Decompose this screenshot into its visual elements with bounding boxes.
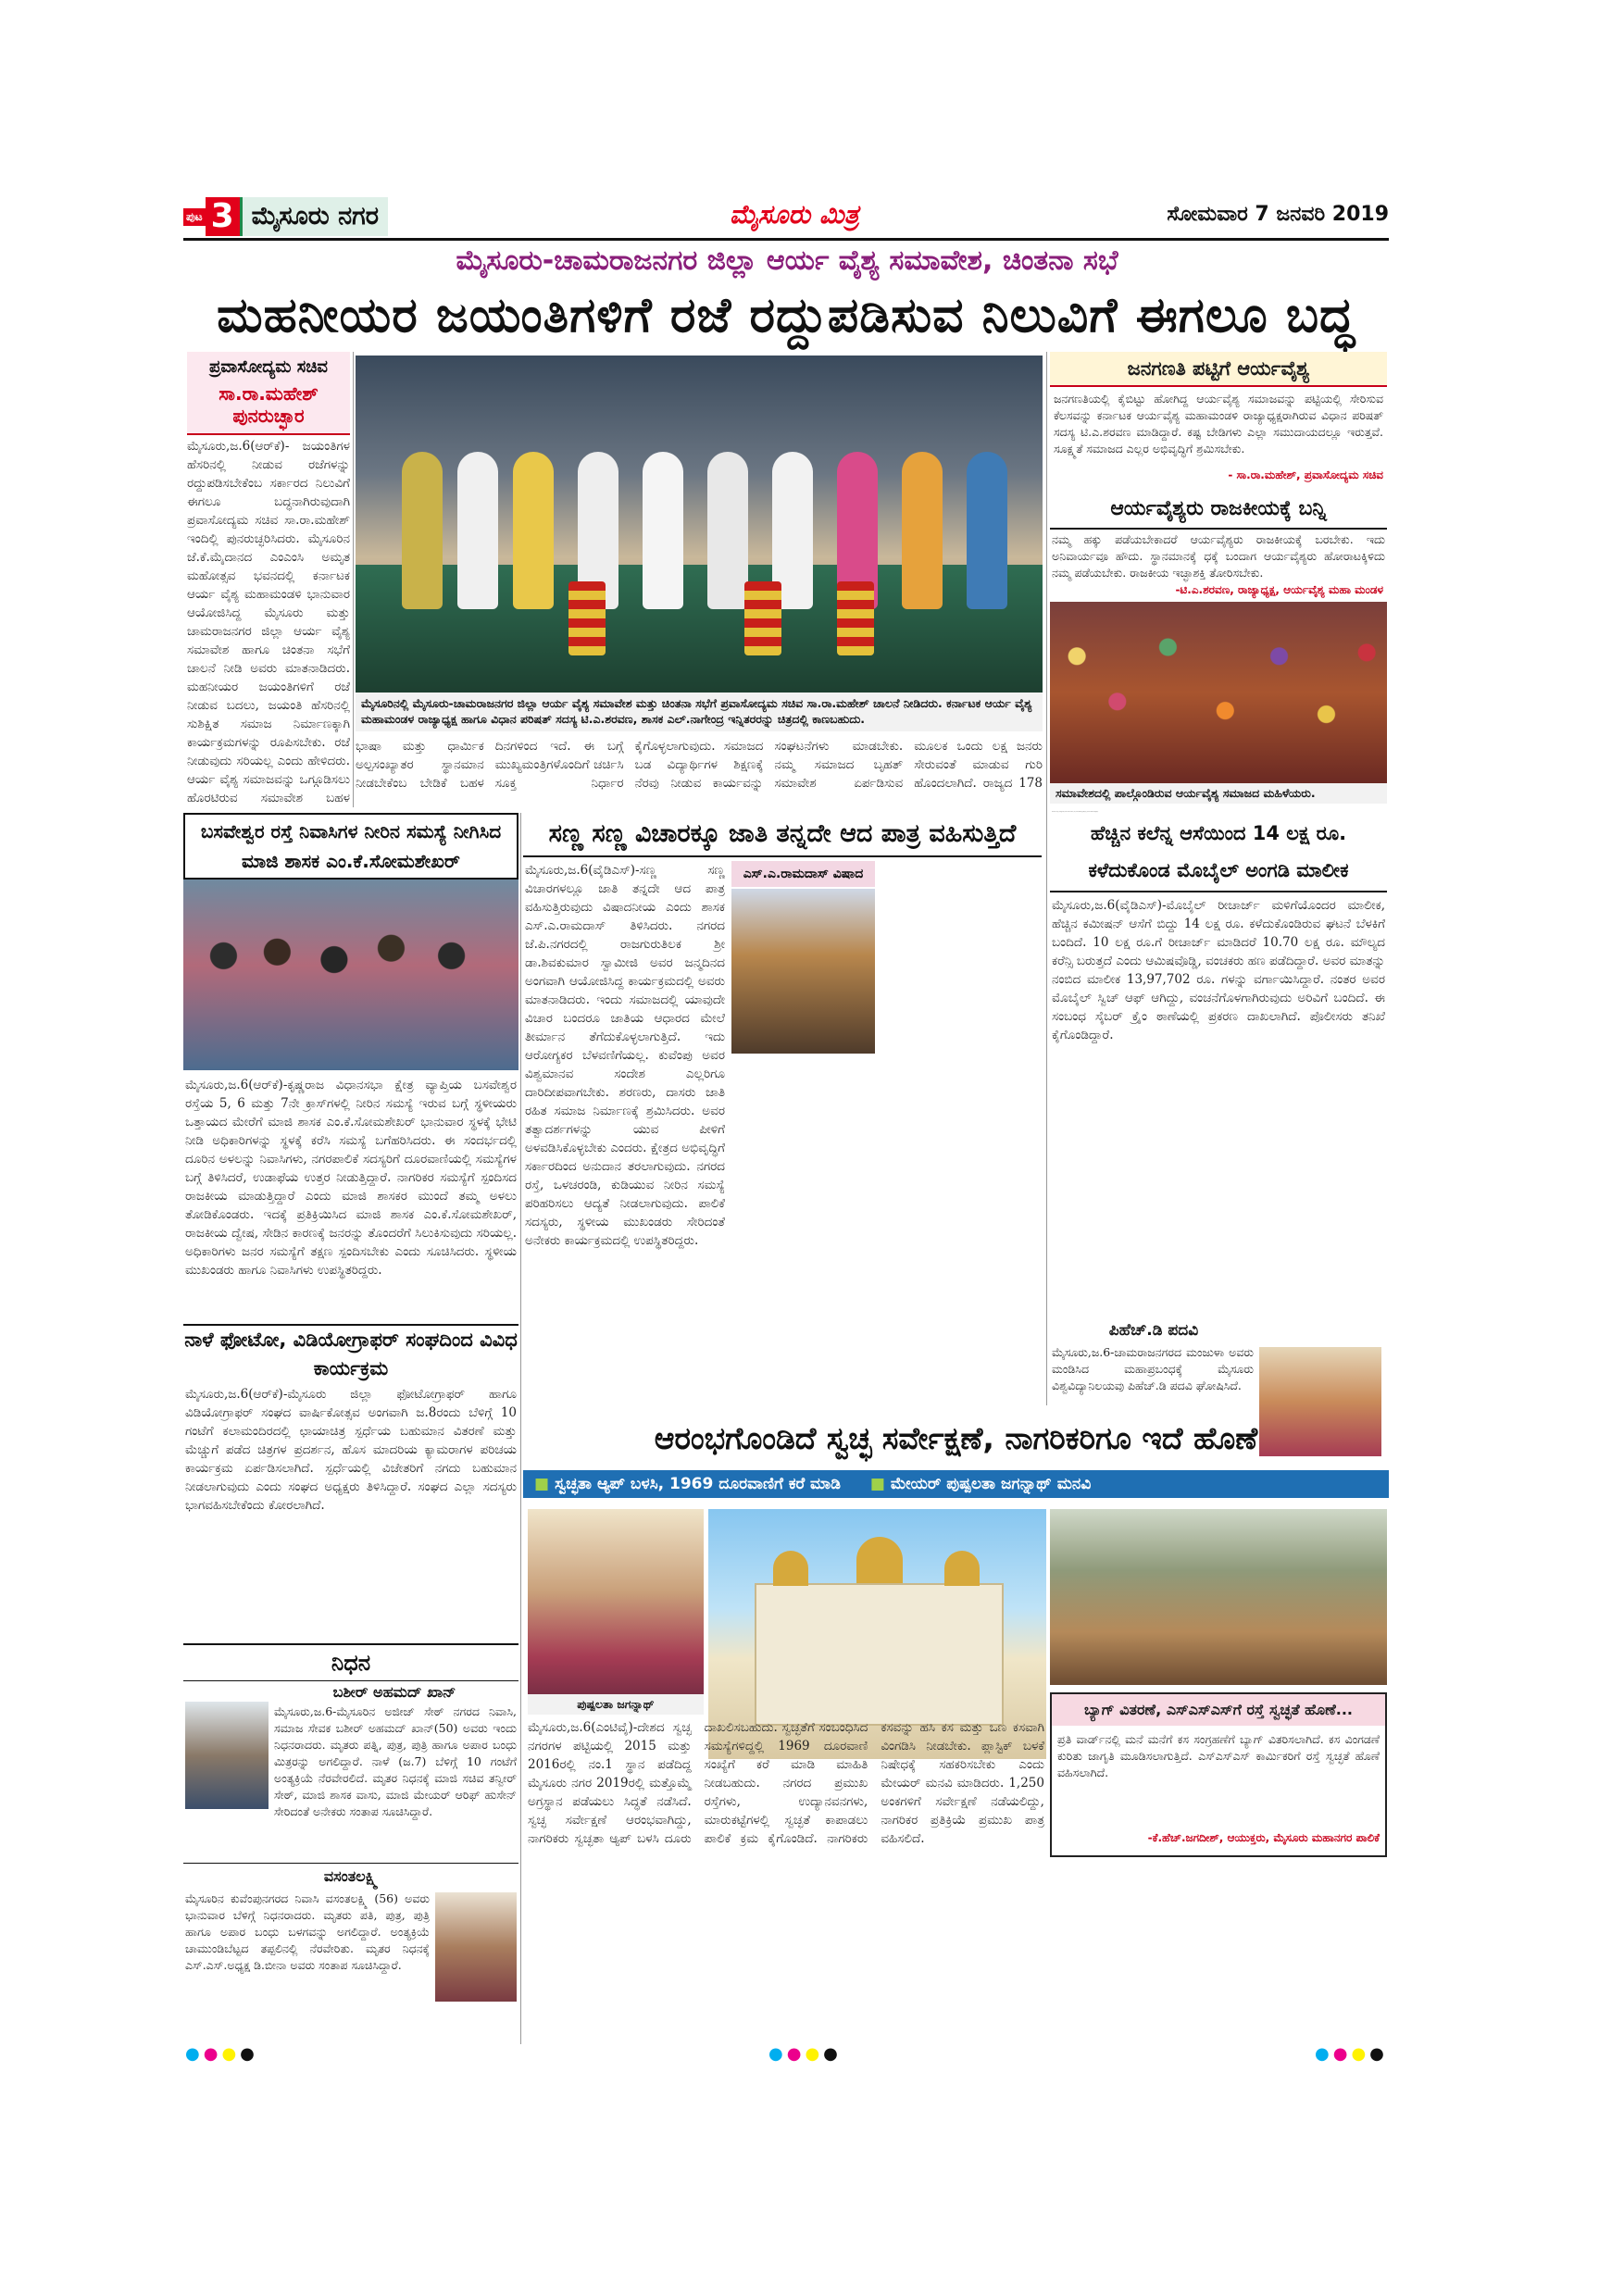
main-photo-caption: ಮೈಸೂರಿನಲ್ಲಿ ಮೈಸೂರು-ಚಾಮರಾಜನಗರ ಜಿಲ್ಲಾ ಆರ್ಯ ವೈಶ್ಯ ಸಮಾವೇಶ ಮತ್ತು ಚಿಂತನಾ ಸಭೆಗೆ ಪ್ರವಾಸೋದ್ಯಮ ಸಚಿವ ಸಾ.ರಾ.ಮಹೇಶ್ ಚಾಲನೆ ನೀಡಿದರು. ಕರ್ನಾಟಕ ಆರ್ಯ ವೈಶ್ಯ ಮಹಾಮಂಡಳ ರಾಜ್ಯಾಧ್ಯಕ್ಷ ಹಾಗೂ ವಿಧಾನ ಪರಿಷತ್ ಸದಸ್ಯ ಟಿ.ಎ.ಶರವಣ, ಶಾಸಕ ಎಲ್.ನಾಗೇಂದ್ರ ಇನ್ನಿತರರನ್ನು ಚಿತ್ರದಲ್ಲಿ ಕಾಣಬಹುದು. [356, 693, 1043, 731]
residents-photo [183, 880, 518, 1070]
phd-body: ಮೈಸೂರು,ಜ.6-ಚಾಮರಾಜನಗರದ ಮಂಜುಳಾ ಅವರು ಮಂಡಿಸಿದ ಮಹಾಪ್ರಬಂಧಕ್ಕೆ ಮೈಸೂರು ವಿಶ್ವವಿದ್ಯಾನಿಲಯವು ಪಿಹೆಚ್.ಡಿ ಪದವಿ ಘೋಷಿಸಿದೆ. [1052, 1345, 1254, 1392]
cyan-dot-icon: ● [768, 2044, 787, 2064]
bullet-icon: ■ [534, 1475, 550, 1493]
person-shape [457, 452, 498, 609]
caste-body: ಮೈಸೂರು,ಜ.6(ವೈಡಿಎಸ್)-ಸಣ್ಣ ಸಣ್ಣ ವಿಚಾರಗಳಲ್ಲೂ ಜಾತಿ ತನ್ನದೇ ಆದ ಪಾತ್ರ ವಹಿಸುತ್ತಿರುವುದು ವಿಷಾದನೀಯ ಎಂದು ಶಾಸಕ ಎಸ್.ಎ.ರಾಮದಾಸ್ ತಿಳಿಸಿದರು. ನಗರದ ಜೆ.ಪಿ.ನಗರದಲ್ಲಿ ರಾಜಗುರುತಿಲಕ ಶ್ರೀ ಡಾ.ಶಿವಕುಮಾರ ಸ್ವಾಮೀಜಿ ಅವರ ಜನ್ಮದಿನದ ಅಂಗವಾಗಿ ಆಯೋಜಿಸಿದ್ದ ಕಾರ್ಯಕ್ರಮದಲ್ಲಿ ಅವರು ಮಾತನಾಡಿದರು. ಇಂದು ಸಮಾಜದಲ್ಲಿ ಯಾವುದೇ ವಿಚಾರ ಬಂದರೂ ಜಾತಿಯ ಆಧಾರದ ಮೇಲೆ ತೀರ್ಮಾನ ತೆಗೆದುಕೊಳ್ಳಲಾಗುತ್ತಿದೆ. ಇದು ಆರೋಗ್ಯಕರ ಬೆಳವಣಿಗೆಯಲ್ಲ. ಕುವೆಂಪು ಅವರ ವಿಶ್ವಮಾನವ ಸಂದೇಶ ಎಲ್ಲರಿಗೂ ದಾರಿದೀಪವಾಗಬೇಕು. ಶರಣರು, ದಾಸರು ಜಾತಿ ರಹಿತ ಸಮಾಜ ನಿರ್ಮಾಣಕ್ಕೆ ಶ್ರಮಿಸಿದರು. ಅವರ ತತ್ವಾದರ್ಶಗಳನ್ನು ಯುವ ಪೀಳಿಗೆ ಅಳವಡಿಸಿಕೊಳ್ಳಬೇಕು ಎಂದರು. ಕ್ಷೇತ್ರದ ಅಭಿವೃದ್ಧಿಗೆ ಸರ್ಕಾರದಿಂದ ಅನುದಾನ ತರಲಾಗುವುದು. ನಗರದ ರಸ್ತೆ, ಒಳಚರಂಡಿ, ಕುಡಿಯುವ ನೀರಿನ ಸಮಸ್ಯೆ ಪರಿಹರಿಸಲು ಆದ್ಯತೆ ನೀಡಲಾಗುವುದು. ಪಾಲಿಕೆ ಸದಸ್ಯರು, ಸ್ಥಳೀಯ ಮುಖಂಡರು ಸೇರಿದಂತೆ ಅನೇಕರು ಕಾರ್ಯಕ್ರಮದಲ್ಲಿ ಉಪಸ್ಥಿತರಿದ್ದರು. [525, 863, 725, 1248]
bullet-icon: ■ [869, 1475, 885, 1493]
caste-body-col3 [881, 861, 1042, 1405]
lamp-icon [744, 581, 781, 655]
person-shape [643, 452, 683, 609]
mayor-photo-caption: ಪುಷ್ಪಲತಾ ಜಗನ್ನಾಥ್ [528, 1694, 704, 1715]
column-divider [520, 813, 521, 2044]
mobile-body: ಮೈಸೂರು,ಜ.6(ವೈಡಿಎಸ್)-ಮೊಬೈಲ್ ರೀಚಾರ್ಜ್ ಮಳಿಗೆಯೊಂದರ ಮಾಲೀಕ, ಹೆಚ್ಚಿನ ಕಮೀಷನ್ ಆಸೆಗೆ ಬಿದ್ದು 14 ಲಕ್ಷ ರೂ. ಕಳೆದುಕೊಂಡಿರುವ ಘಟನೆ ಬೆಳಕಿಗೆ ಬಂದಿದೆ. 10 ಲಕ್ಷ ರೂ.ಗೆ ರೀಚಾರ್ಜ್ ಮಾಡಿದರೆ 10.70 ಲಕ್ಷ ರೂ. ಮೌಲ್ಯದ ಕರೆನ್ಸಿ ಬರುತ್ತದೆ ಎಂದು ಆಮಿಷವೊಡ್ಡಿ, ವಂಚಕರು ಹಣ ಪಡೆದಿದ್ದಾರೆ. ಅವರ ಮಾತನ್ನು ನಂಬಿದ ಮಾಲೀಕ 13,97,702 ರೂ. ಗಳನ್ನು ವರ್ಗಾಯಿಸಿದ್ದಾರೆ. ನಂತರ ಅವರ ಮೊಬೈಲ್ ಸ್ವಿಚ್ ಆಫ್ ಆಗಿದ್ದು, ವಂಚನೆಗೊಳಗಾಗಿರುವುದು ಅರಿವಿಗೆ ಬಂದಿದೆ. ಈ ಸಂಬಂಧ ಸೈಬರ್ ಕ್ರೈಂ ಠಾಣೆಯಲ್ಲಿ ಪ್ರಕರಣ ದಾಖಲಾಗಿದೆ. ಪೊಲೀಸರು ತನಿಖೆ ಕೈಗೊಂಡಿದ್ದಾರೆ. [1052, 898, 1385, 1042]
magenta-dot-icon: ● [1332, 2044, 1352, 2064]
caste-body-col2 [731, 1059, 875, 1405]
print-registration-marks [1315, 2044, 1388, 2064]
column-divider [353, 352, 354, 807]
person-shape [707, 452, 748, 609]
politics-heading: ಆರ್ಯವೈಶ್ಯರು ರಾಜಕೀಯಕ್ಕೆ ಬನ್ನಿ [1050, 491, 1387, 530]
swachh-body: ಮೈಸೂರು,ಜ.6(ಎಂಟಿವೈ)-ದೇಶದ ಸ್ವಚ್ಛ ನಗರಗಳ ಪಟ್ಟಿಯಲ್ಲಿ 2015 ಮತ್ತು 2016ರಲ್ಲಿ ನಂ.1 ಸ್ಥಾನ ಪಡೆದಿದ್ದ ಮೈಸೂರು ನಗರ 2019ರಲ್ಲಿ ಮತ್ತೊಮ್ಮೆ ಅಗ್ರಸ್ಥಾನ ಪಡೆಯಲು ಸಿದ್ಧತೆ ನಡೆಸಿದೆ. ಸ್ವಚ್ಛ ಸರ್ವೇಕ್ಷಣೆ ಆರಂಭವಾಗಿದ್ದು, ನಾಗರಿಕರು ಸ್ವಚ್ಛತಾ ಆ್ಯಪ್ ಬಳಸಿ ದೂರು ದಾಖಲಿಸಬಹುದು. ಸ್ವಚ್ಛತೆಗೆ ಸಂಬಂಧಿಸಿದ ಸಮಸ್ಯೆಗಳಿದ್ದಲ್ಲಿ 1969 ದೂರವಾಣಿ ಸಂಖ್ಯೆಗೆ ಕರೆ ಮಾಡಿ ಮಾಹಿತಿ ನೀಡಬಹುದು. ನಗರದ ಪ್ರಮುಖ ರಸ್ತೆಗಳು, ಉದ್ಯಾನವನಗಳು, ಮಾರುಕಟ್ಟೆಗಳಲ್ಲಿ ಸ್ವಚ್ಛತೆ ಕಾಪಾಡಲು ಪಾಲಿಕೆ ಕ್ರಮ ಕೈಗೊಂಡಿದೆ. ನಾಗರಿಕರು ಕಸವನ್ನು ಹಸಿ ಕಸ ಮತ್ತು ಒಣ ಕಸವಾಗಿ ವಿಂಗಡಿಸಿ ನೀಡಬೇಕು. ಪ್ಲಾಸ್ಟಿಕ್ ಬಳಕೆ ನಿಷೇಧಕ್ಕೆ ಸಹಕರಿಸಬೇಕು ಎಂದು ಮೇಯರ್ ಮನವಿ ಮಾಡಿದರು. 1,250 ಅಂಕಗಳಿಗೆ ಸರ್ವೇಕ್ಷಣೆ ನಡೆಯಲಿದ್ದು, ನಾಗರಿಕರ ಪ್ರತಿಕ್ರಿಯೆ ಪ್ರಮುಖ ಪಾತ್ರ ವಹಿಸಲಿದೆ. [528, 1720, 1044, 1846]
census-body: ಜನಗಣತಿಯಲ್ಲಿ ಕೈಬಿಟ್ಟು ಹೋಗಿದ್ದ ಆರ್ಯವೈಶ್ಯ ಸಮಾಜವನ್ನು ಪಟ್ಟಿಯಲ್ಲಿ ಸೇರಿಸುವ ಕೆಲಸವನ್ನು ಕರ್ನಾಟಕ ಆರ್ಯವೈಶ್ಯ ಮಹಾಮಂಡಳಿ ರಾಜ್ಯಾಧ್ಯಕ್ಷರಾಗಿರುವ ವಿಧಾನ ಪರಿಷತ್ ಸದಸ್ಯ ಟಿ.ಎ.ಶರವಣ ಮಾಡಿದ್ದಾರೆ. ಕಷ್ಟ ಬೇಡಿಗಳು ಎಲ್ಲಾ ಸಮುದಾಯದಲ್ಲೂ ಇರುತ್ತವೆ. ಸೂಕ್ಷ್ಮತೆ ಸಮಾಜದ ಎಲ್ಲರ ಅಭಿವೃದ್ಧಿಗೆ ಶ್ರಮಿಸಬೇಕು. [1054, 392, 1383, 455]
intro-body: ಮೈಸೂರು,ಜ.6(ಆರ್‌ಕೆ)- ಜಯಂತಿಗಳ ಹೆಸರಿನಲ್ಲಿ ನೀಡುವ ರಜೆಗಳನ್ನು ರದ್ದುಪಡಿಸಬೇಕೆಂಬ ಸರ್ಕಾರದ ನಿಲುವಿಗೆ ಈಗಲೂ ಬದ್ಧನಾಗಿರುವುದಾಗಿ ಪ್ರವಾಸೋದ್ಯಮ ಸಚಿವ ಸಾ.ರಾ.ಮಹೇಶ್ ಇಂದಿಲ್ಲಿ ಪುನರುಚ್ಛರಿಸಿದರು. ಮೈಸೂರಿನ ಜೆ.ಕೆ.ಮೈದಾನದ ಎಂಎಂಸಿ ಅಮೃತ ಮಹೋತ್ಸವ ಭವನದಲ್ಲಿ ಕರ್ನಾಟಕ ಆರ್ಯ ವೈಶ್ಯ ಮಹಾಮಂಡಳಿ ಭಾನುವಾರ ಆಯೋಜಿಸಿದ್ದ ಮೈಸೂರು ಮತ್ತು ಚಾಮರಾಜನಗರ ಜಿಲ್ಲಾ ಆರ್ಯ ವೈಶ್ಯ ಸಮಾವೇಶ ಹಾಗೂ ಚಿಂತನಾ ಸಭೆಗೆ ಚಾಲನೆ ನೀಡಿ ಅವರು ಮಾತನಾಡಿದರು. ಮಹನೀಯರ ಜಯಂತಿಗಳಿಗೆ ರಜೆ ನೀಡುವ ಬದಲು, ಜಯಂತಿ ಹೆಸರಿನಲ್ಲಿ ಸುಶಿಕ್ಷಿತ ಸಮಾಜ ನಿರ್ಮಾಣಕ್ಕಾಗಿ ಕಾರ್ಯಕ್ರಮಗಳನ್ನು ರೂಪಿಸಬೇಕು. ರಜೆ ನೀಡುವುದು ಸರಿಯಲ್ಲ ಎಂದು ಹೇಳಿದರು. ಆರ್ಯ ವೈಶ್ಯ ಸಮಾಜವನ್ನು ಒಗ್ಗೂಡಿಸಲು ಹೊರಟಿರುವ ಸಮಾವೇಶ ಬಹಳ [187, 439, 350, 805]
obituary-heading: ನಿಧನ [183, 1643, 518, 1681]
photographers-body: ಮೈಸೂರು,ಜ.6(ಆರ್‌ಕೆ)-ಮೈಸೂರು ಜಿಲ್ಲಾ ಫೋಟೋಗ್ರಾಫರ್ ಹಾಗೂ ವಿಡಿಯೋಗ್ರಾಫರ್ ಸಂಘದ ವಾರ್ಷಿಕೋತ್ಸವ ಅಂಗವಾಗಿ ಜ.8ರಂದು ಬೆಳಿಗ್ಗೆ 10 ಗಂಟೆಗೆ ಕಲಾಮಂದಿರದಲ್ಲಿ ಛಾಯಾಚಿತ್ರ ಸ್ಪರ್ಧೆಯ ಬಹುಮಾನ ವಿತರಣೆ ಮತ್ತು ಮೆಚ್ಚುಗೆ ಪಡೆದ ಚಿತ್ರಗಳ ಪ್ರದರ್ಶನ, ಹೊಸ ಮಾದರಿಯ ಕ್ಯಾಮರಾಗಳ ಪರಿಚಯ ಕಾರ್ಯಕ್ರಮ ಏರ್ಪಡಿಸಲಾಗಿದೆ. ಸ್ಪರ್ಧೆಯಲ್ಲಿ ವಿಜೇತರಿಗೆ ನಗದು ಬಹುಮಾನ ನೀಡಲಾಗುವುದು ಎಂದು ಸಂಘದ ಅಧ್ಯಕ್ಷರು ತಿಳಿಸಿದ್ದಾರೆ. ಸಂಘದ ಎಲ್ಲಾ ಸದಸ್ಯರು ಭಾಗವಹಿಸಬೇಕೆಂದು ಕೋರಲಾಗಿದೆ. [185, 1387, 517, 1513]
street-cleaning-photo [1050, 1509, 1387, 1685]
dome-shape [856, 1537, 903, 1583]
obituary-body-2: ಮೈಸೂರಿನ ಕುವೆಂಪುನಗರದ ನಿವಾಸಿ ವಸಂತಲಕ್ಷ್ಮಿ (56) ಅವರು ಭಾನುವಾರ ಬೆಳಿಗ್ಗೆ ನಿಧನರಾದರು. ಮೃತರು ಪತಿ, ಪುತ್ರ, ಪುತ್ರಿ ಹಾಗೂ ಅಪಾರ ಬಂಧು ಬಳಗವನ್ನು ಅಗಲಿದ್ದಾರೆ. ಅಂತ್ಯಕ್ರಿಯೆ ಚಾಮುಂಡಿಬೆಟ್ಟದ ತಪ್ಪಲಿನಲ್ಲಿ ನೆರವೇರಿತು. ಮೃತರ ನಿಧನಕ್ಕೆ ಎಸ್.ಎಸ್.ಅಧ್ಯಕ್ಷ ಡಿ.ಬೀನಾ ಅವರು ಸಂತಾಪ ಸೂಚಿಸಿದ್ದಾರೆ. [185, 1891, 430, 1972]
print-registration-marks [768, 2044, 842, 2064]
magenta-dot-icon: ● [786, 2044, 806, 2064]
census-credit: - ಸಾ.ರಾ.ಮಹೇಶ್, ಪ್ರವಾಸೋದ್ಯಮ ಸಚಿವ [1228, 468, 1383, 481]
black-dot-icon: ● [240, 2044, 258, 2064]
phd-heading: ಪಿಹೆಚ್.ಡಿ ಪದವಿ [1108, 1321, 1199, 1340]
intro-heading [187, 352, 350, 435]
bags-heading: ಬ್ಯಾಗ್ ವಿತರಣೆ, ಎಸ್‌ಎಸ್‌ಎಸ್‌ಗೆ ರಸ್ತೆ ಸ್ವಚ್ಛತೆ ಹೊಣೆ... [1052, 1694, 1385, 1726]
mobile-heading: ಹೆಚ್ಚಿನ ಕಲೆನ್ನ ಆಸೆಯಿಂದ 14 ಲಕ್ಷ ರೂ. ಕಳೆದುಕೊಂಡ ಮೊಬೈಲ್ ಅಂಗಡಿ ಮಾಲೀಕ [1050, 815, 1387, 892]
main-event-photo [356, 356, 1043, 693]
yellow-dot-icon: ● [221, 2044, 241, 2064]
ramdas-photo [731, 889, 875, 1054]
crowd-photo-caption: ಸಮಾವೇಶದಲ್ಲಿ ಪಾಲ್ಗೊಂಡಿರುವ ಆರ್ಯವೈಶ್ಯ ಸಮಾಜದ ಮಹಿಳೆಯರು. [1050, 783, 1387, 804]
page-number: 3 [206, 197, 240, 236]
obituary-photo-1 [185, 1702, 269, 1809]
caste-photo-label: ಎಸ್.ಎ.ರಾಮದಾಸ್ ವಿಷಾದ [731, 861, 875, 887]
politics-body: ನಮ್ಮ ಹಕ್ಕು ಪಡೆಯಬೇಕಾದರೆ ಆರ್ಯವೈಶ್ಯರು ರಾಜಕೀಯಕ್ಕೆ ಬರಬೇಕು. ಇದು ಅನಿವಾರ್ಯವೂ ಹೌದು. ಸ್ಥಾನಮಾನಕ್ಕೆ ಧಕ್ಕೆ ಬಂದಾಗ ಆರ್ಯವೈಶ್ಯರು ಹೋರಾಟಕ್ಕಿಳಿದು ನಮ್ಮ ಪಡೆಯಬೇಕು. ರಾಜಕೀಯ ಇಚ್ಛಾಶಕ್ತಿ ತೋರಿಸಬೇಕು. [1052, 532, 1385, 580]
swachh-sub-left: ಸ್ವಚ್ಛತಾ ಆ್ಯಪ್ ಬಳಸಿ, 1969 ದೂರವಾಣಿಗೆ ಕರೆ ಮಾಡಿ [555, 1475, 841, 1493]
caste-heading: ಸಣ್ಣ ಸಣ್ಣ ವಿಚಾರಕ್ಕೂ ಜಾತಿ ತನ್ನದೇ ಆದ ಪಾತ್ರ ವಹಿಸುತ್ತಿದೆ [523, 813, 1042, 857]
swachh-subheading [523, 1470, 1389, 1498]
building-shape [755, 1583, 1004, 1726]
page-number-block [183, 197, 388, 236]
bags-body: ಪ್ರತಿ ವಾರ್ಡ್‌ನಲ್ಲಿ ಮನೆ ಮನೆಗೆ ಕಸ ಸಂಗ್ರಹಣೆಗೆ ಬ್ಯಾಗ್ ವಿತರಿಸಲಾಗಿದೆ. ಕಸ ವಿಂಗಡಣೆ ಕುರಿತು ಜಾಗೃತಿ ಮೂಡಿಸಲಾಗುತ್ತಿದೆ. ಎಸ್‌ಎಸ್‌ಎಸ್ ಕಾರ್ಮಿಕರಿಗೆ ರಸ್ತೆ ಸ್ವಚ್ಛತೆ ಹೊಣೆ ವಹಿಸಲಾಗಿದೆ. [1057, 1732, 1380, 1779]
page-tag: ಪುಟ [183, 208, 206, 226]
women-crowd-photo [1050, 602, 1387, 783]
person-shape [967, 452, 1007, 609]
person-shape [902, 452, 943, 609]
banner-headline: ಮಹನೀಯರ ಜಯಂತಿಗಳಿಗೆ ರಜೆ ರದ್ದುಪಡಿಸುವ ನಿಲುವಿಗೆ ಈಗಲೂ ಬದ್ಧ [217, 288, 1355, 343]
yellow-dot-icon: ● [805, 2044, 824, 2064]
cyan-dot-icon: ● [1315, 2044, 1333, 2064]
census-box [1050, 352, 1387, 489]
masthead-logo: ಮೈಸೂರು ಮಿತ್ರ [730, 199, 859, 230]
politics-credit: -ಟಿ.ಎ.ಶರವಣ, ರಾಜ್ಯಾಧ್ಯಕ್ಷ, ಆರ್ಯವೈಶ್ಯ ಮಹಾ ಮಂಡಳ [1175, 583, 1383, 596]
banner-kicker: ಮೈಸೂರು-ಚಾಮರಾಜನಗರ ಜಿಲ್ಲಾ ಆರ್ಯ ವೈಶ್ಯ ಸಮಾವೇಶ, ಚಿಂತನಾ ಸಭೆ [456, 244, 1118, 277]
print-registration-marks [185, 2044, 258, 2064]
main-article-continued: ಭಾಷಾ ಮತ್ತು ಧಾರ್ಮಿಕ ಅಲ್ಪಸಂಖ್ಯಾತರ ಸ್ಥಾನಮಾನ ನೀಡಬೇಕೆಂಬ ಬೇಡಿಕೆ ಬಹಳ ದಿನಗಳಿಂದ ಇದೆ. ಈ ಬಗ್ಗೆ ಮುಖ್ಯಮಂತ್ರಿಗಳೊಂದಿಗೆ ಚರ್ಚಿಸಿ ಸೂಕ್ತ ನಿರ್ಧಾರ ಕೈಗೊಳ್ಳಲಾಗುವುದು. ಸಮಾಜದ ಬಡ ವಿದ್ಯಾರ್ಥಿಗಳ ಶಿಕ್ಷಣಕ್ಕೆ ನೆರವು ನೀಡುವ ಕಾರ್ಯವನ್ನು ಸಂಘಟನೆಗಳು ಮಾಡಬೇಕು. ನಮ್ಮ ಸಮಾಜದ ಬೃಹತ್ ಸಮಾವೇಶ ಏರ್ಪಡಿಸುವ ಮೂಲಕ ಒಂದು ಲಕ್ಷ ಜನರು ಸೇರುವಂತೆ ಮಾಡುವ ಗುರಿ ಹೊಂದಲಾಗಿದೆ. ರಾಜ್ಯದ 178 [356, 739, 1043, 791]
dome-shape [773, 1551, 808, 1586]
section-title: ಮೈಸೂರು ನಗರ [240, 197, 388, 236]
swachh-heading: ಆರಂಭಗೊಂಡಿದೆ ಸ್ವಚ್ಛ ಸರ್ವೇಕ್ಷಣೆ, ನಾಗರಿಕರಿಗೂ ಇದೆ ಹೊಣೆ [654, 1420, 1258, 1456]
cyan-dot-icon: ● [185, 2044, 204, 2064]
bags-credit: -ಕೆ.ಹೆಚ್.ಜಗದೀಶ್, ಆಯುಕ್ತರು, ಮೈಸೂರು ಮಹಾನಗರ ಪಾಲಿಕೆ [1147, 1831, 1380, 1844]
swachh-sub-right: ಮೇಯರ್ ಪುಷ್ಪಲತಾ ಜಗನ್ನಾಥ್ ಮನವಿ [890, 1475, 1092, 1493]
yellow-dot-icon: ● [1351, 2044, 1370, 2064]
water-heading: ಬಸವೇಶ್ವರ ರಸ್ತೆ ನಿವಾಸಿಗಳ ನೀರಿನ ಸಮಸ್ಯೆ ನೀಗಿಸಿದ ಮಾಜಿ ಶಾಸಕ ಎಂ.ಕೆ.ಸೋಮಶೇಖರ್ [183, 813, 518, 880]
obituary-body-1: ಮೈಸೂರು,ಜ.6-ಮೈಸೂರಿನ ಅಜೀಜ್ ಸೇಠ್ ನಗರದ ನಿವಾಸಿ, ಸಮಾಜ ಸೇವಕ ಬಶೀರ್ ಅಹಮದ್ ಖಾನ್(50) ಅವರು ಇಂದು ನಿಧನರಾದರು. ಮೃತರು ಪತ್ನಿ, ಪುತ್ರ, ಪುತ್ರಿ ಹಾಗೂ ಅಪಾರ ಬಂಧು ಮಿತ್ರರನ್ನು ಅಗಲಿದ್ದಾರೆ. ನಾಳೆ (ಜ.7) ಬೆಳಿಗ್ಗೆ 10 ಗಂಟೆಗೆ ಅಂತ್ಯಕ್ರಿಯೆ ನೆರವೇರಲಿದೆ. ಮೃತರ ನಿಧನಕ್ಕೆ ಮಾಜಿ ಸಚಿವ ತನ್ವೀರ್ ಸೇಠ್, ಮಾಜಿ ಶಾಸಕ ವಾಸು, ಮಾಜಿ ಮೇಯರ್ ಆರಿಫ್ ಹುಸೇನ್ ಸೇರಿದಂತೆ ಅನೇಕರು ಸಂತಾಪ ಸೂಚಿಸಿದ್ದಾರೆ. [274, 1704, 517, 1818]
obituary-name-2: ವಸಂತಲಕ್ಷ್ಮಿ [183, 1863, 518, 1886]
obituary-name-1: ಬಶೀರ್ ಅಹಮದ್ ಖಾನ್ [332, 1683, 456, 1701]
lamp-icon [837, 581, 874, 655]
black-dot-icon: ● [823, 2044, 842, 2064]
black-dot-icon: ● [1369, 2044, 1388, 2064]
intro-kicker: ಪ್ರವಾಸೋದ್ಯಮ ಸಚಿವ [209, 357, 328, 377]
census-heading: ಜನಗಣತಿ ಪಟ್ಟಿಗೆ ಆರ್ಯವೈಶ್ಯ [1050, 352, 1387, 387]
person-shape [513, 452, 554, 609]
intro-name: ಸಾ.ರಾ.ಮಹೇಶ್ ಪುನರುಚ್ಛಾರ [219, 382, 319, 427]
page-header [183, 197, 1389, 236]
obituary-photo-2 [435, 1892, 517, 2002]
water-body: ಮೈಸೂರು,ಜ.6(ಆರ್‌ಕೆ)-ಕೃಷ್ಣರಾಜ ವಿಧಾನಸಭಾ ಕ್ಷೇತ್ರ ವ್ಯಾಪ್ತಿಯ ಬಸವೇಶ್ವರ ರಸ್ತೆಯ 5, 6 ಮತ್ತು 7ನೇ ಕ್ರಾಸ್‌ಗಳಲ್ಲಿ ನೀರಿನ ಸಮಸ್ಯೆ ಇರುವ ಬಗ್ಗೆ ಸ್ಥಳೀಯರು ಒತ್ತಾಯದ ಮೇರೆಗೆ ಮಾಜಿ ಶಾಸಕ ಎಂ.ಕೆ.ಸೋಮಶೇಖರ್ ಭಾನುವಾರ ಸ್ಥಳಕ್ಕೆ ಭೇಟಿ ನೀಡಿ ಅಧಿಕಾರಿಗಳನ್ನು ಸ್ಥಳಕ್ಕೆ ಕರೆಸಿ ಸಮಸ್ಯೆ ಬಗೆಹರಿಸಿದರು. ಈ ಸಂದರ್ಭದಲ್ಲಿ ದೂರಿನ ಅಳಲನ್ನು ನಿವಾಸಿಗಳು, ನಗರಪಾಲಿಕೆ ಸದಸ್ಯರಿಗೆ ದೂರವಾಣಿಯಲ್ಲಿ ಸಮಸ್ಯೆಗಳ ಬಗ್ಗೆ ತಿಳಿಸಿದರೆ, ಉಡಾಫೆಯ ಉತ್ತರ ನೀಡುತ್ತಿದ್ದಾರೆ. ನಾಗರಿಕರ ಸಮಸ್ಯೆಗೆ ಸ್ಪಂದಿಸದ ರಾಜಕೀಯ ಮಾಡುತ್ತಿದ್ದಾರೆ ಎಂದು ಮಾಜಿ ಶಾಸಕರ ಮುಂದೆ ತಮ್ಮ ಅಳಲು ತೋಡಿಕೊಂಡರು. ಇದಕ್ಕೆ ಪ್ರತಿಕ್ರಿಯಿಸಿದ ಮಾಜಿ ಶಾಸಕ ಎಂ.ಕೆ.ಸೋಮಶೇಖರ್, ರಾಜಕೀಯ ದ್ವೇಷ, ಸೇಡಿನ ಕಾರಣಕ್ಕೆ ಜನರನ್ನು ತೊಂದರೆಗೆ ಸಿಲುಕಿಸುವುದು ಸರಿಯಲ್ಲ. ಅಧಿಕಾರಿಗಳು ಜನರ ಸಮಸ್ಯೆಗೆ ತಕ್ಷಣ ಸ್ಪಂದಿಸಬೇಕು ಎಂದು ಸೂಚಿಸಿದರು. ಸ್ಥಳೀಯ ಮುಖಂಡರು ಹಾಗೂ ನಿವಾಸಿಗಳು ಉಪಸ್ಥಿತರಿದ್ದರು. [185, 1078, 517, 1278]
column-divider [1046, 352, 1047, 1405]
photographers-heading: ನಾಳೆ ಫೋಟೋ, ವಿಡಿಯೋಗ್ರಾಫರ್ ಸಂಘದಿಂದ ವಿವಿಧ ಕಾರ್ಯಕ್ರಮ [183, 1324, 518, 1383]
magenta-dot-icon: ● [203, 2044, 222, 2064]
header-rule [183, 238, 1389, 241]
mayor-photo [528, 1509, 704, 1694]
lamp-icon [568, 581, 606, 655]
bags-continued [1052, 1863, 1385, 2044]
bags-box [1050, 1692, 1387, 1857]
person-shape [402, 452, 443, 609]
issue-date: ಸೋಮವಾರ 7 ಜನವರಿ 2019 [1167, 203, 1389, 226]
dome-shape [944, 1551, 980, 1586]
politics-after: ಕಾರ್ಯದರ್ಶಿ ರವೀಂದ್ರ, ಉಪಾಧ್ಯಕ್ಷ ಗಣೇಶ್, ಸಂಚಾಲಕ ಎಸ್.ವಿ.ಶೇಷಗಿರಿ, ರಾಜ್ಯ ಮಹಿಳಾ ಘಟಕದ ಅಧ್ಯಕ್ಷೆ ಪದ್ಮಾವತಿ, ಶ್ರೀಧರ್ ಮುಂತಾದವರು ಉಪಸ್ಥಿತರಿದ್ದರು. [1052, 812, 1099, 813]
